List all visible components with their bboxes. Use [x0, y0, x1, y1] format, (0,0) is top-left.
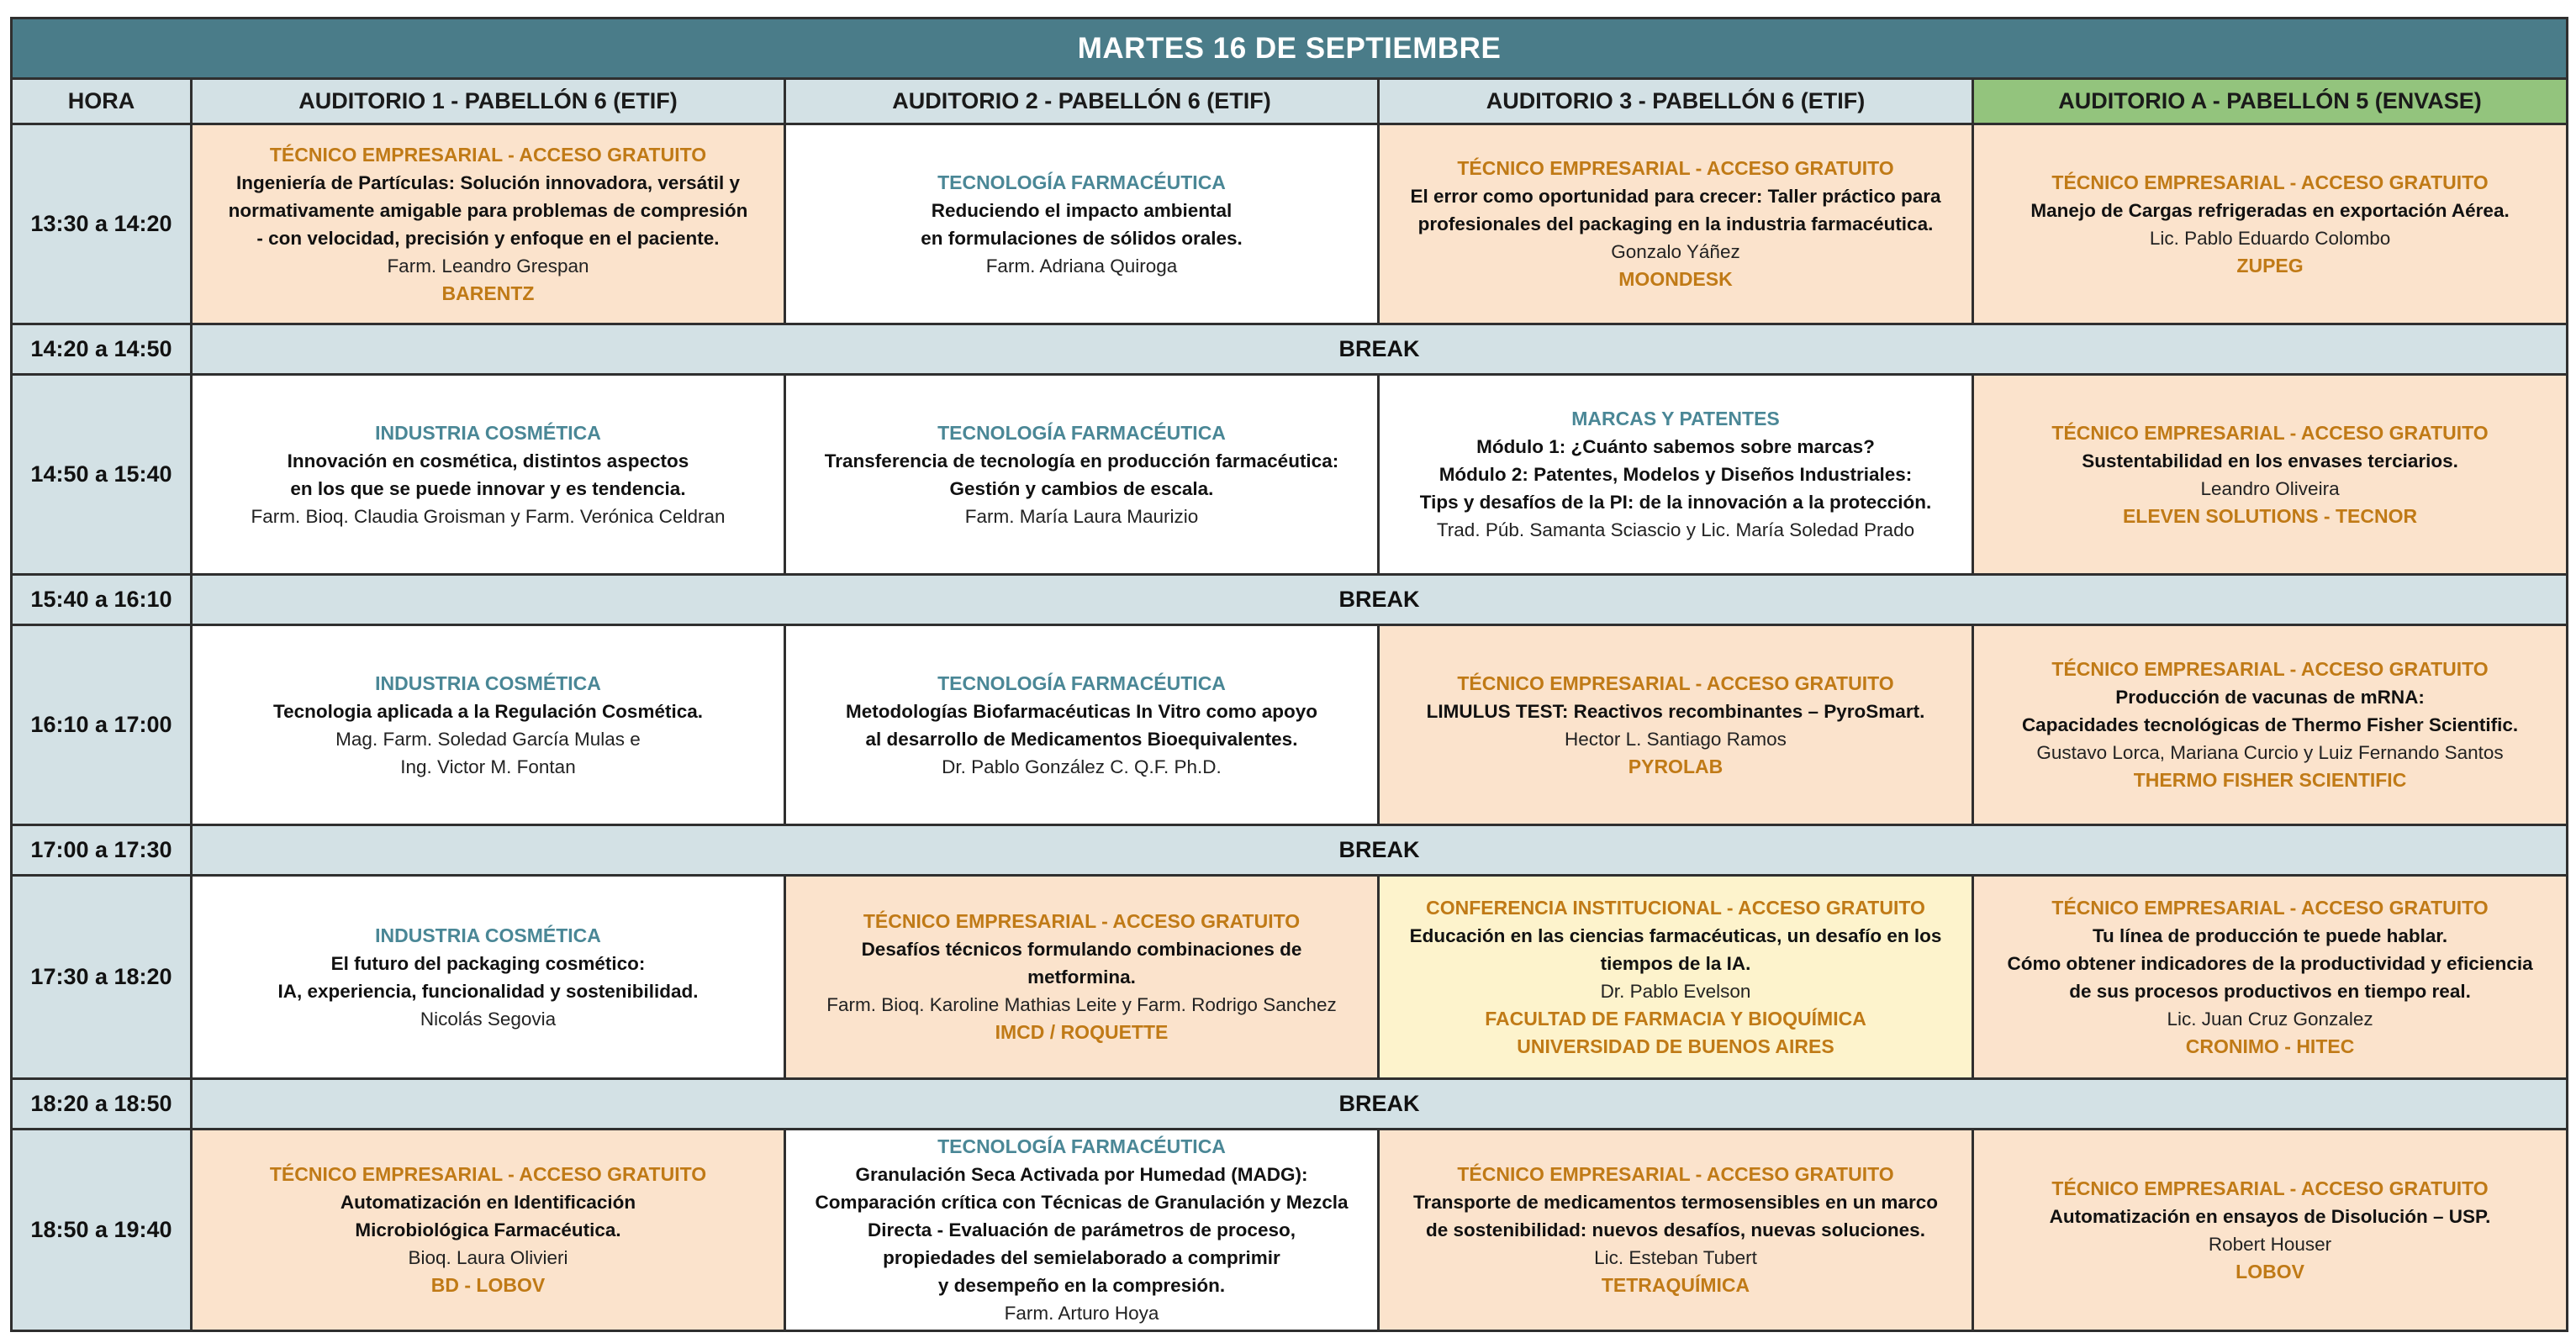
- session-title: El error como oportunidad para crecer: Taller práctico para profesionales del packaging en la industria farmacéutica.: [1410, 186, 1941, 234]
- session-company: THERMO FISHER SCIENTIFIC: [2133, 769, 2407, 791]
- session-title: Ingeniería de Partículas: Solución innovadora, versátil y normativamente amigable para problemas de compresión - con velocidad, precisión y enfoque en el paciente.: [228, 171, 748, 249]
- session-category: TÉCNICO EMPRESARIAL - ACCESO GRATUITO: [2051, 421, 2489, 444]
- header-auditorio-1: AUDITORIO 1 - PABELLÓN 6 (ETIF): [192, 79, 785, 124]
- session-company: FACULTAD DE FARMACIA Y BIOQUÍMICA UNIVERSIDAD DE BUENOS AIRES: [1485, 1007, 1866, 1057]
- session-speaker: Leandro Oliveira: [2200, 477, 2340, 499]
- time-slot: 17:00 a 17:30: [12, 825, 192, 876]
- session-category: TÉCNICO EMPRESARIAL - ACCESO GRATUITO: [269, 143, 707, 166]
- session-category: TÉCNICO EMPRESARIAL - ACCESO GRATUITO: [2051, 896, 2489, 919]
- session-category: INDUSTRIA COSMÉTICA: [375, 672, 601, 694]
- session-cell: [192, 876, 785, 1079]
- session-speaker: Mag. Farm. Soledad García Mulas e Ing. Victor M. Fontan: [335, 728, 641, 777]
- session-cell: [192, 1130, 785, 1331]
- session-category: TECNOLOGÍA FARMACÉUTICA: [937, 1135, 1226, 1157]
- session-title: Sustentabilidad en los envases terciarios.: [2082, 450, 2458, 471]
- session-speaker: Farm. Bioq. Karoline Mathias Leite y Farm. Rodrigo Sanchez: [826, 994, 1337, 1015]
- session-speaker: Lic. Juan Cruz Gonzalez: [2167, 1008, 2373, 1030]
- session-cell: [1379, 625, 1973, 825]
- session-cell: [192, 625, 785, 825]
- break-row: [12, 825, 2568, 876]
- time-slot: 18:20 a 18:50: [12, 1079, 192, 1130]
- break-row: [12, 575, 2568, 625]
- break-row: [12, 324, 2568, 375]
- session-category: MARCAS Y PATENTES: [1571, 408, 1780, 429]
- session-title: El futuro del packaging cosmético: IA, experiencia, funcionalidad y sostenibilidad.: [277, 952, 699, 1002]
- session-company: IMCD / ROQUETTE: [995, 1021, 1169, 1043]
- schedule-table: [10, 17, 2568, 1332]
- session-row: [12, 1130, 2568, 1331]
- session-speaker: Trad. Púb. Samanta Sciascio y Lic. María Soledad Prado: [1436, 519, 1915, 540]
- session-speaker: Farm. Arturo Hoya: [1004, 1303, 1159, 1324]
- session-category: TÉCNICO EMPRESARIAL - ACCESO GRATUITO: [2051, 658, 2489, 680]
- session-title: Transferencia de tecnología en producción farmacéutica: Gestión y cambios de escala.: [824, 450, 1339, 499]
- session-category: INDUSTRIA COSMÉTICA: [375, 924, 601, 946]
- session-category: INDUSTRIA COSMÉTICA: [375, 421, 601, 444]
- session-cell: [1973, 124, 2568, 324]
- session-cell: [1973, 876, 2568, 1079]
- session-category: TECNOLOGÍA FARMACÉUTICA: [937, 171, 1226, 193]
- time-slot: 18:50 a 19:40: [12, 1130, 192, 1331]
- session-company: ZUPEG: [2236, 254, 2304, 276]
- session-company: PYROLAB: [1628, 755, 1723, 777]
- session-title: Reduciendo el impacto ambiental en formulaciones de sólidos orales.: [921, 199, 1243, 249]
- session-title: Desafíos técnicos formulando combinaciones de metformina.: [861, 939, 1302, 988]
- session-cell: [1379, 375, 1973, 575]
- session-cell: [785, 1130, 1379, 1331]
- header-hora: HORA: [12, 79, 192, 124]
- session-company: LOBOV: [2236, 1260, 2304, 1282]
- session-row: [12, 124, 2568, 324]
- session-cell: [1973, 625, 2568, 825]
- session-speaker: Dr. Pablo González C. Q.F. Ph.D.: [942, 756, 1222, 777]
- time-slot: 14:20 a 14:50: [12, 324, 192, 375]
- session-company: ELEVEN SOLUTIONS - TECNOR: [2122, 504, 2418, 527]
- session-category: TÉCNICO EMPRESARIAL - ACCESO GRATUITO: [269, 1163, 707, 1185]
- break-label: BREAK: [192, 575, 2568, 625]
- session-company: BARENTZ: [441, 282, 535, 304]
- session-title: LIMULUS TEST: Reactivos recombinantes – PyroSmart.: [1426, 700, 1925, 722]
- session-category: TÉCNICO EMPRESARIAL - ACCESO GRATUITO: [1457, 157, 1894, 179]
- session-speaker: Farm. Bioq. Claudia Groisman y Farm. Verónica Celdran: [251, 505, 726, 527]
- session-speaker: Gonzalo Yáñez: [1611, 241, 1740, 262]
- session-cell: [1973, 375, 2568, 575]
- session-cell: [1379, 876, 1973, 1079]
- session-category: TÉCNICO EMPRESARIAL - ACCESO GRATUITO: [2051, 1177, 2489, 1199]
- session-company: TETRAQUÍMICA: [1601, 1274, 1750, 1296]
- session-title: Tecnologia aplicada a la Regulación Cosmética.: [273, 700, 703, 722]
- session-cell: [1379, 1130, 1973, 1331]
- time-slot: 16:10 a 17:00: [12, 625, 192, 825]
- header-auditorio-2: AUDITORIO 2 - PABELLÓN 6 (ETIF): [785, 79, 1379, 124]
- session-speaker: Gustavo Lorca, Mariana Curcio y Luiz Fernando Santos: [2036, 742, 2504, 763]
- session-cell: [192, 124, 785, 324]
- session-category: TECNOLOGÍA FARMACÉUTICA: [937, 421, 1226, 444]
- session-title: Automatización en Identificación Microbiológica Farmacéutica.: [340, 1192, 636, 1240]
- session-company: CRONIMO - HITEC: [2185, 1035, 2355, 1057]
- session-title: Educación en las ciencias farmacéuticas, un desafío en los tiempos de la IA.: [1409, 924, 1942, 974]
- session-category: TÉCNICO EMPRESARIAL - ACCESO GRATUITO: [863, 910, 1301, 932]
- session-company: MOONDESK: [1618, 268, 1733, 290]
- session-category: TECNOLOGÍA FARMACÉUTICA: [937, 672, 1226, 694]
- session-speaker: Hector L. Santiago Ramos: [1565, 728, 1787, 750]
- session-cell: [192, 375, 785, 575]
- session-category: TÉCNICO EMPRESARIAL - ACCESO GRATUITO: [1457, 672, 1894, 694]
- session-category: TÉCNICO EMPRESARIAL - ACCESO GRATUITO: [2051, 171, 2489, 193]
- session-cell: [785, 625, 1379, 825]
- session-title: Módulo 1: ¿Cuánto sabemos sobre marcas? Módulo 2: Patentes, Modelos y Diseños Industriales: Tips y desafíos de la PI: de la innovación a la protección.: [1419, 436, 1932, 513]
- session-title: Metodologías Biofarmacéuticas In Vitro como apoyo al desarrollo de Medicamentos Bioequivalentes.: [846, 700, 1317, 750]
- session-cell: [785, 124, 1379, 324]
- session-title: Producción de vacunas de mRNA: Capacidades tecnológicas de Thermo Fisher Scientific.: [2021, 687, 2519, 735]
- time-slot: 14:50 a 15:40: [12, 375, 192, 575]
- session-speaker: Farm. Adriana Quiroga: [985, 255, 1178, 276]
- session-row: [12, 876, 2568, 1079]
- break-row: [12, 1079, 2568, 1130]
- session-speaker: Lic. Esteban Tubert: [1594, 1247, 1757, 1268]
- time-slot: 15:40 a 16:10: [12, 575, 192, 625]
- session-title: Granulación Seca Activada por Humedad (MADG): Comparación crítica con Técnicas de Granulación y Mezcla Directa - Evaluación de parámetros de proceso, propiedades del semielaborado a comprimir y desempeño en la compresión.: [815, 1164, 1349, 1296]
- session-speaker: Dr. Pablo Evelson: [1600, 980, 1751, 1002]
- session-cell: [1973, 1130, 2568, 1331]
- session-speaker: Farm. Leandro Grespan: [387, 255, 589, 276]
- session-speaker: Bioq. Laura Olivieri: [408, 1247, 568, 1268]
- schedule: [10, 17, 2566, 1332]
- session-cell: [785, 876, 1379, 1079]
- session-company: BD - LOBOV: [430, 1274, 546, 1296]
- session-row: [12, 375, 2568, 575]
- session-speaker: Robert Houser: [2208, 1233, 2332, 1255]
- session-category: TÉCNICO EMPRESARIAL - ACCESO GRATUITO: [1457, 1163, 1894, 1185]
- session-speaker: Lic. Pablo Eduardo Colombo: [2149, 227, 2391, 249]
- session-row: [12, 625, 2568, 825]
- time-slot: 17:30 a 18:20: [12, 876, 192, 1079]
- session-speaker: Nicolás Segovia: [420, 1008, 557, 1030]
- break-label: BREAK: [192, 1079, 2568, 1130]
- session-cell: [1379, 124, 1973, 324]
- session-title: Transporte de medicamentos termosensibles en un marco de sostenibilidad: nuevos desafíos, nuevas soluciones.: [1413, 1192, 1938, 1240]
- header-auditorio-3: AUDITORIO 3 - PABELLÓN 6 (ETIF): [1379, 79, 1973, 124]
- schedule-title: MARTES 16 DE SEPTIEMBRE: [12, 18, 2568, 79]
- session-title: Innovación en cosmética, distintos aspectos en los que se puede innovar y es tendencia.: [287, 450, 689, 499]
- break-label: BREAK: [192, 825, 2568, 876]
- time-slot: 13:30 a 14:20: [12, 124, 192, 324]
- session-cell: [785, 375, 1379, 575]
- header-auditorio-a: AUDITORIO A - PABELLÓN 5 (ENVASE): [1973, 79, 2568, 124]
- session-title: Manejo de Cargas refrigeradas en exportación Aérea.: [2030, 199, 2510, 221]
- session-title: Automatización en ensayos de Disolución – USP.: [2049, 1205, 2491, 1227]
- break-label: BREAK: [192, 324, 2568, 375]
- session-title: Tu línea de producción te puede hablar. Cómo obtener indicadores de la productividad y eficiencia de sus procesos productivos en tiempo real.: [2007, 924, 2533, 1002]
- session-category: CONFERENCIA INSTITUCIONAL - ACCESO GRATUITO: [1426, 896, 1925, 919]
- session-speaker: Farm. María Laura Maurizio: [964, 505, 1199, 527]
